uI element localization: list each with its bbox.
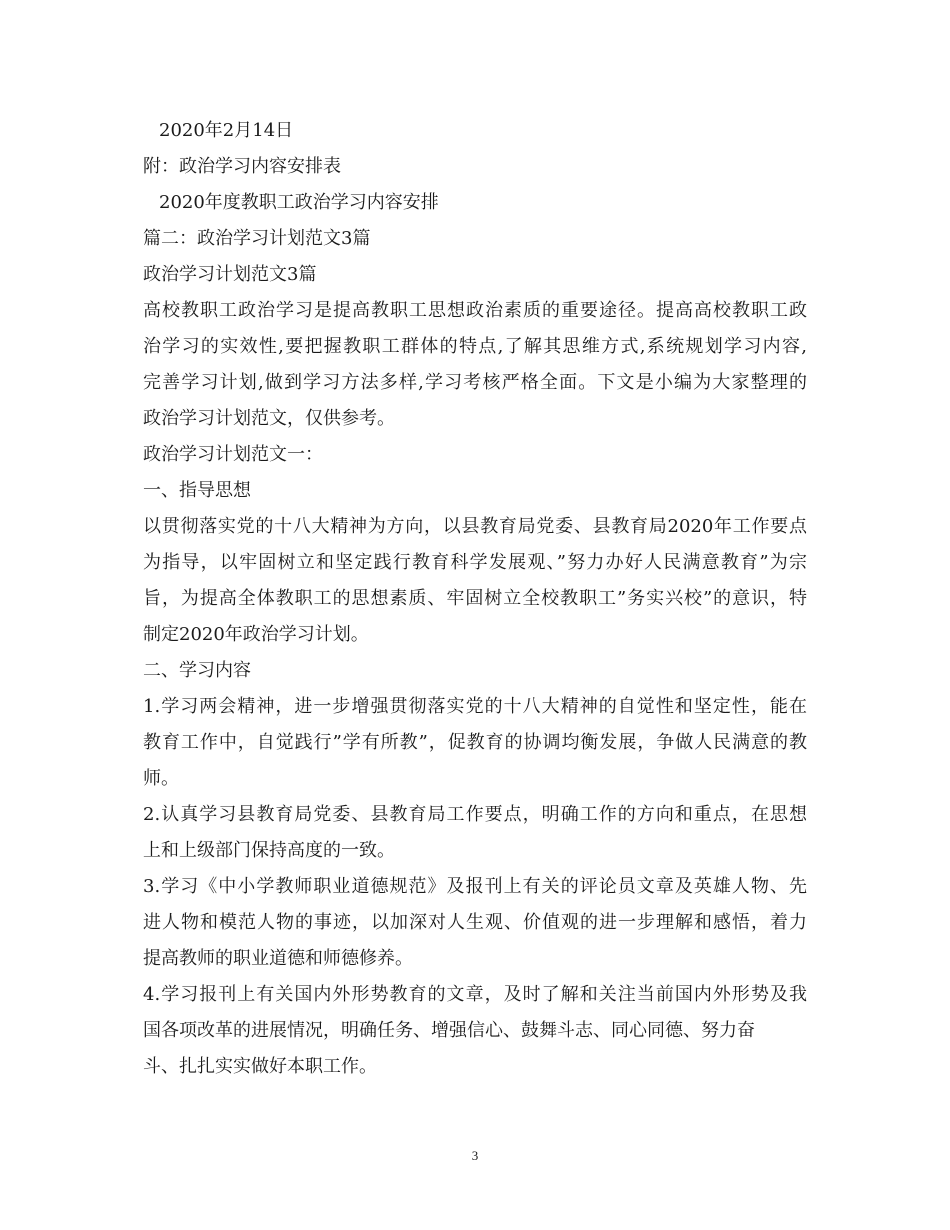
list-item-line: 国各项改革的进展情况，明确任务、增强信心、鼓舞斗志、同心同德、努力奋 bbox=[143, 1020, 755, 1041]
list-item-line: 提高教师的职业道德和师德修养。 bbox=[143, 948, 413, 969]
list-item-line: 教育工作中，自觉践行”学有所教”，促教育的协调均衡发展，争做人民满意的教 bbox=[143, 732, 807, 753]
heading-study-content: 二、学习内容 bbox=[143, 660, 251, 681]
list-item-line: 进人物和模范人物的事迹，以加深对人生观、价值观的进一步理解和感悟，着力 bbox=[143, 912, 807, 933]
paragraph-line: 高校教职工政治学习是提高教职工思想政治素质的重要途径。提高高校教职工政 bbox=[143, 300, 807, 321]
list-item-line: 3.学习《中小学教师职业道德规范》及报刊上有关的评论员文章及英雄人物、先 bbox=[143, 876, 807, 897]
subsection-heading: 政治学习计划范文一： bbox=[143, 444, 323, 465]
schedule-title: 2020年度教职工政治学习内容安排 bbox=[159, 192, 439, 213]
list-item-line: 师。 bbox=[143, 768, 179, 789]
heading-guiding-thought: 一、指导思想 bbox=[143, 480, 251, 501]
appendix-line: 附：政治学习内容安排表 bbox=[143, 156, 341, 177]
paragraph-line: 制定2020年政治学习计划。 bbox=[143, 624, 369, 645]
list-item-line: 4.学习报刊上有关国内外形势教育的文章，及时了解和关注当前国内外形势及我 bbox=[143, 984, 807, 1005]
list-item-line: 1.学习两会精神，进一步增强贯彻落实党的十八大精神的自觉性和坚定性，能在 bbox=[143, 696, 807, 717]
document-body bbox=[143, 113, 807, 1085]
paragraph-line: 为指导，以牢固树立和坚定践行教育科学发展观、”努力办好人民满意教育”为宗 bbox=[143, 552, 807, 573]
list-item-line: 斗、扎扎实实做好本职工作。 bbox=[143, 1056, 377, 1077]
paragraph-line: 完善学习计划,做到学习方法多样,学习考核严格全面。下文是小编为大家整理的 bbox=[143, 372, 807, 393]
date-line: 2020年2月14日 bbox=[159, 120, 294, 141]
article-title: 政治学习计划范文3篇 bbox=[143, 264, 317, 285]
section-heading: 篇二：政治学习计划范文3篇 bbox=[143, 228, 371, 249]
list-item-line: 2.认真学习县教育局党委、县教育局工作要点，明确工作的方向和重点，在思想 bbox=[143, 804, 807, 825]
paragraph-line: 政治学习计划范文，仅供参考。 bbox=[143, 408, 395, 429]
paragraph-line: 治学习的实效性,要把握教职工群体的特点,了解其思维方式,系统规划学习内容, bbox=[143, 336, 807, 357]
paragraph-line: 以贯彻落实党的十八大精神为方向，以县教育局党委、县教育局2020年工作要点 bbox=[143, 516, 807, 537]
paragraph-line: 旨，为提高全体教职工的思想素质、牢固树立全校教职工”务实兴校”的意识，特 bbox=[143, 588, 807, 609]
page-number: 3 bbox=[471, 1148, 479, 1163]
list-item-line: 上和上级部门保持高度的一致。 bbox=[143, 840, 395, 861]
